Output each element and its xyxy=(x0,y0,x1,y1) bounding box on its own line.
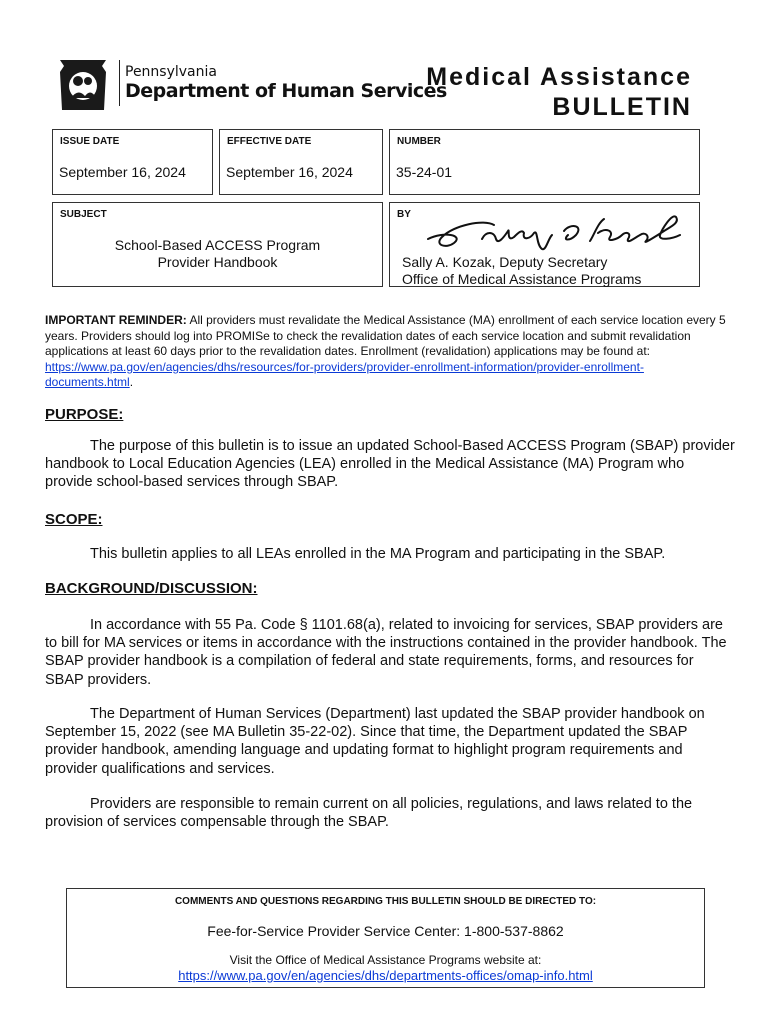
signer-office: Office of Medical Assistance Programs xyxy=(402,271,642,287)
by-box xyxy=(389,202,700,287)
bulletin-title-line1: Medical Assistance xyxy=(426,63,692,91)
background-text-1: In accordance with 55 Pa. Code § 1101.68(a), related to invoicing for services, SBAP providers are to bill for MA services or items in accordance with the instructions contained in the provider handbook. The SBAP provider handbook is a compilation of federal and state requirements, forms, and resources for SBAP providers. xyxy=(45,617,727,688)
effective-date-label: EFFECTIVE DATE xyxy=(227,136,312,147)
background-heading: BACKGROUND/DISCUSSION: xyxy=(45,580,258,597)
background-paragraph-1 xyxy=(45,616,735,689)
number-value: 35-24-01 xyxy=(396,164,453,180)
signer-block xyxy=(402,254,641,288)
subject-line2: Provider Handbook xyxy=(157,254,278,270)
scope-heading: SCOPE: xyxy=(45,511,103,528)
keystone-family-logo-icon xyxy=(58,58,108,112)
scope-paragraph xyxy=(45,545,735,563)
reminder-end: . xyxy=(129,375,134,390)
comments-heading: COMMENTS AND QUESTIONS REGARDING THIS BULLETIN SHOULD BE DIRECTED TO: xyxy=(174,896,597,907)
reminder-text: All providers must revalidate the Medical Assistance (MA) enrollment of each service location every 5 years. Providers should log into PROMISe to check the revalidation dates of each service location and submit revalidation applications at least 60 days prior to the revalidation dates. Enrollment (revalidation) applications may be found at: xyxy=(45,313,726,359)
subject-label: SUBJECT xyxy=(60,209,107,220)
omap-website-link[interactable]: https://www.pa.gov/en/agencies/dhs/departments-offices/omap-info.html xyxy=(178,968,593,983)
purpose-paragraph xyxy=(45,437,735,492)
signer-name: Sally A. Kozak, Deputy Secretary xyxy=(402,254,608,270)
number-box xyxy=(389,129,700,195)
background-text-3: Providers are responsible to remain current on all policies, regulations, and laws related to the provision of services compensable through the SBAP. xyxy=(45,796,693,831)
subject-box xyxy=(52,202,383,287)
subject-text xyxy=(53,237,382,271)
purpose-heading: PURPOSE: xyxy=(45,406,124,423)
issue-date-label: ISSUE DATE xyxy=(60,136,120,147)
background-paragraph-2 xyxy=(45,705,735,778)
reminder-label: IMPORTANT REMINDER: xyxy=(45,313,187,327)
logo-divider xyxy=(119,60,120,106)
provider-service-phone: Fee-for-Service Provider Service Center: 1-800-537-8862 xyxy=(207,923,564,939)
bulletin-title xyxy=(426,62,692,122)
agency-name: Department of Human Services xyxy=(125,80,447,102)
by-label: BY xyxy=(397,209,411,220)
effective-date-box xyxy=(219,129,383,195)
background-paragraph-3 xyxy=(45,795,735,831)
purpose-text: The purpose of this bulletin is to issue an updated School-Based ACCESS Program (SBAP) provider handbook to Local Education Agencies (LEA) enrolled in the Medical Assistance (MA) Program who provide school-based services through SBAP. xyxy=(45,438,735,491)
bulletin-title-line2: BULLETIN xyxy=(552,93,692,121)
comments-box xyxy=(66,888,705,988)
issue-date-box xyxy=(52,129,213,195)
scope-text: This bulletin applies to all LEAs enrolled in the MA Program and participating in the SBAP. xyxy=(90,546,666,562)
issue-date-value: September 16, 2024 xyxy=(59,164,186,180)
omap-visit-text: Visit the Office of Medical Assistance Programs website at: xyxy=(229,953,542,967)
enrollment-documents-link[interactable]: https://www.pa.gov/en/agencies/dhs/resources/for-providers/provider-enrollment-information/provider-enrollment-documents.html xyxy=(45,359,644,390)
important-reminder xyxy=(45,313,729,391)
agency-state: Pennsylvania xyxy=(125,64,217,80)
subject-line1: School-Based ACCESS Program xyxy=(114,237,321,253)
number-label: NUMBER xyxy=(397,136,441,147)
effective-date-value: September 16, 2024 xyxy=(226,164,353,180)
handwritten-signature-icon xyxy=(424,209,684,255)
background-text-2: The Department of Human Services (Department) last updated the SBAP provider handbook on September 15, 2022 (see MA Bulletin 35-22-02). Since that time, the Department updated the SBAP provider handbook, amending language and updating format to highlight program requirements and provider qualifications and services. xyxy=(45,706,705,777)
